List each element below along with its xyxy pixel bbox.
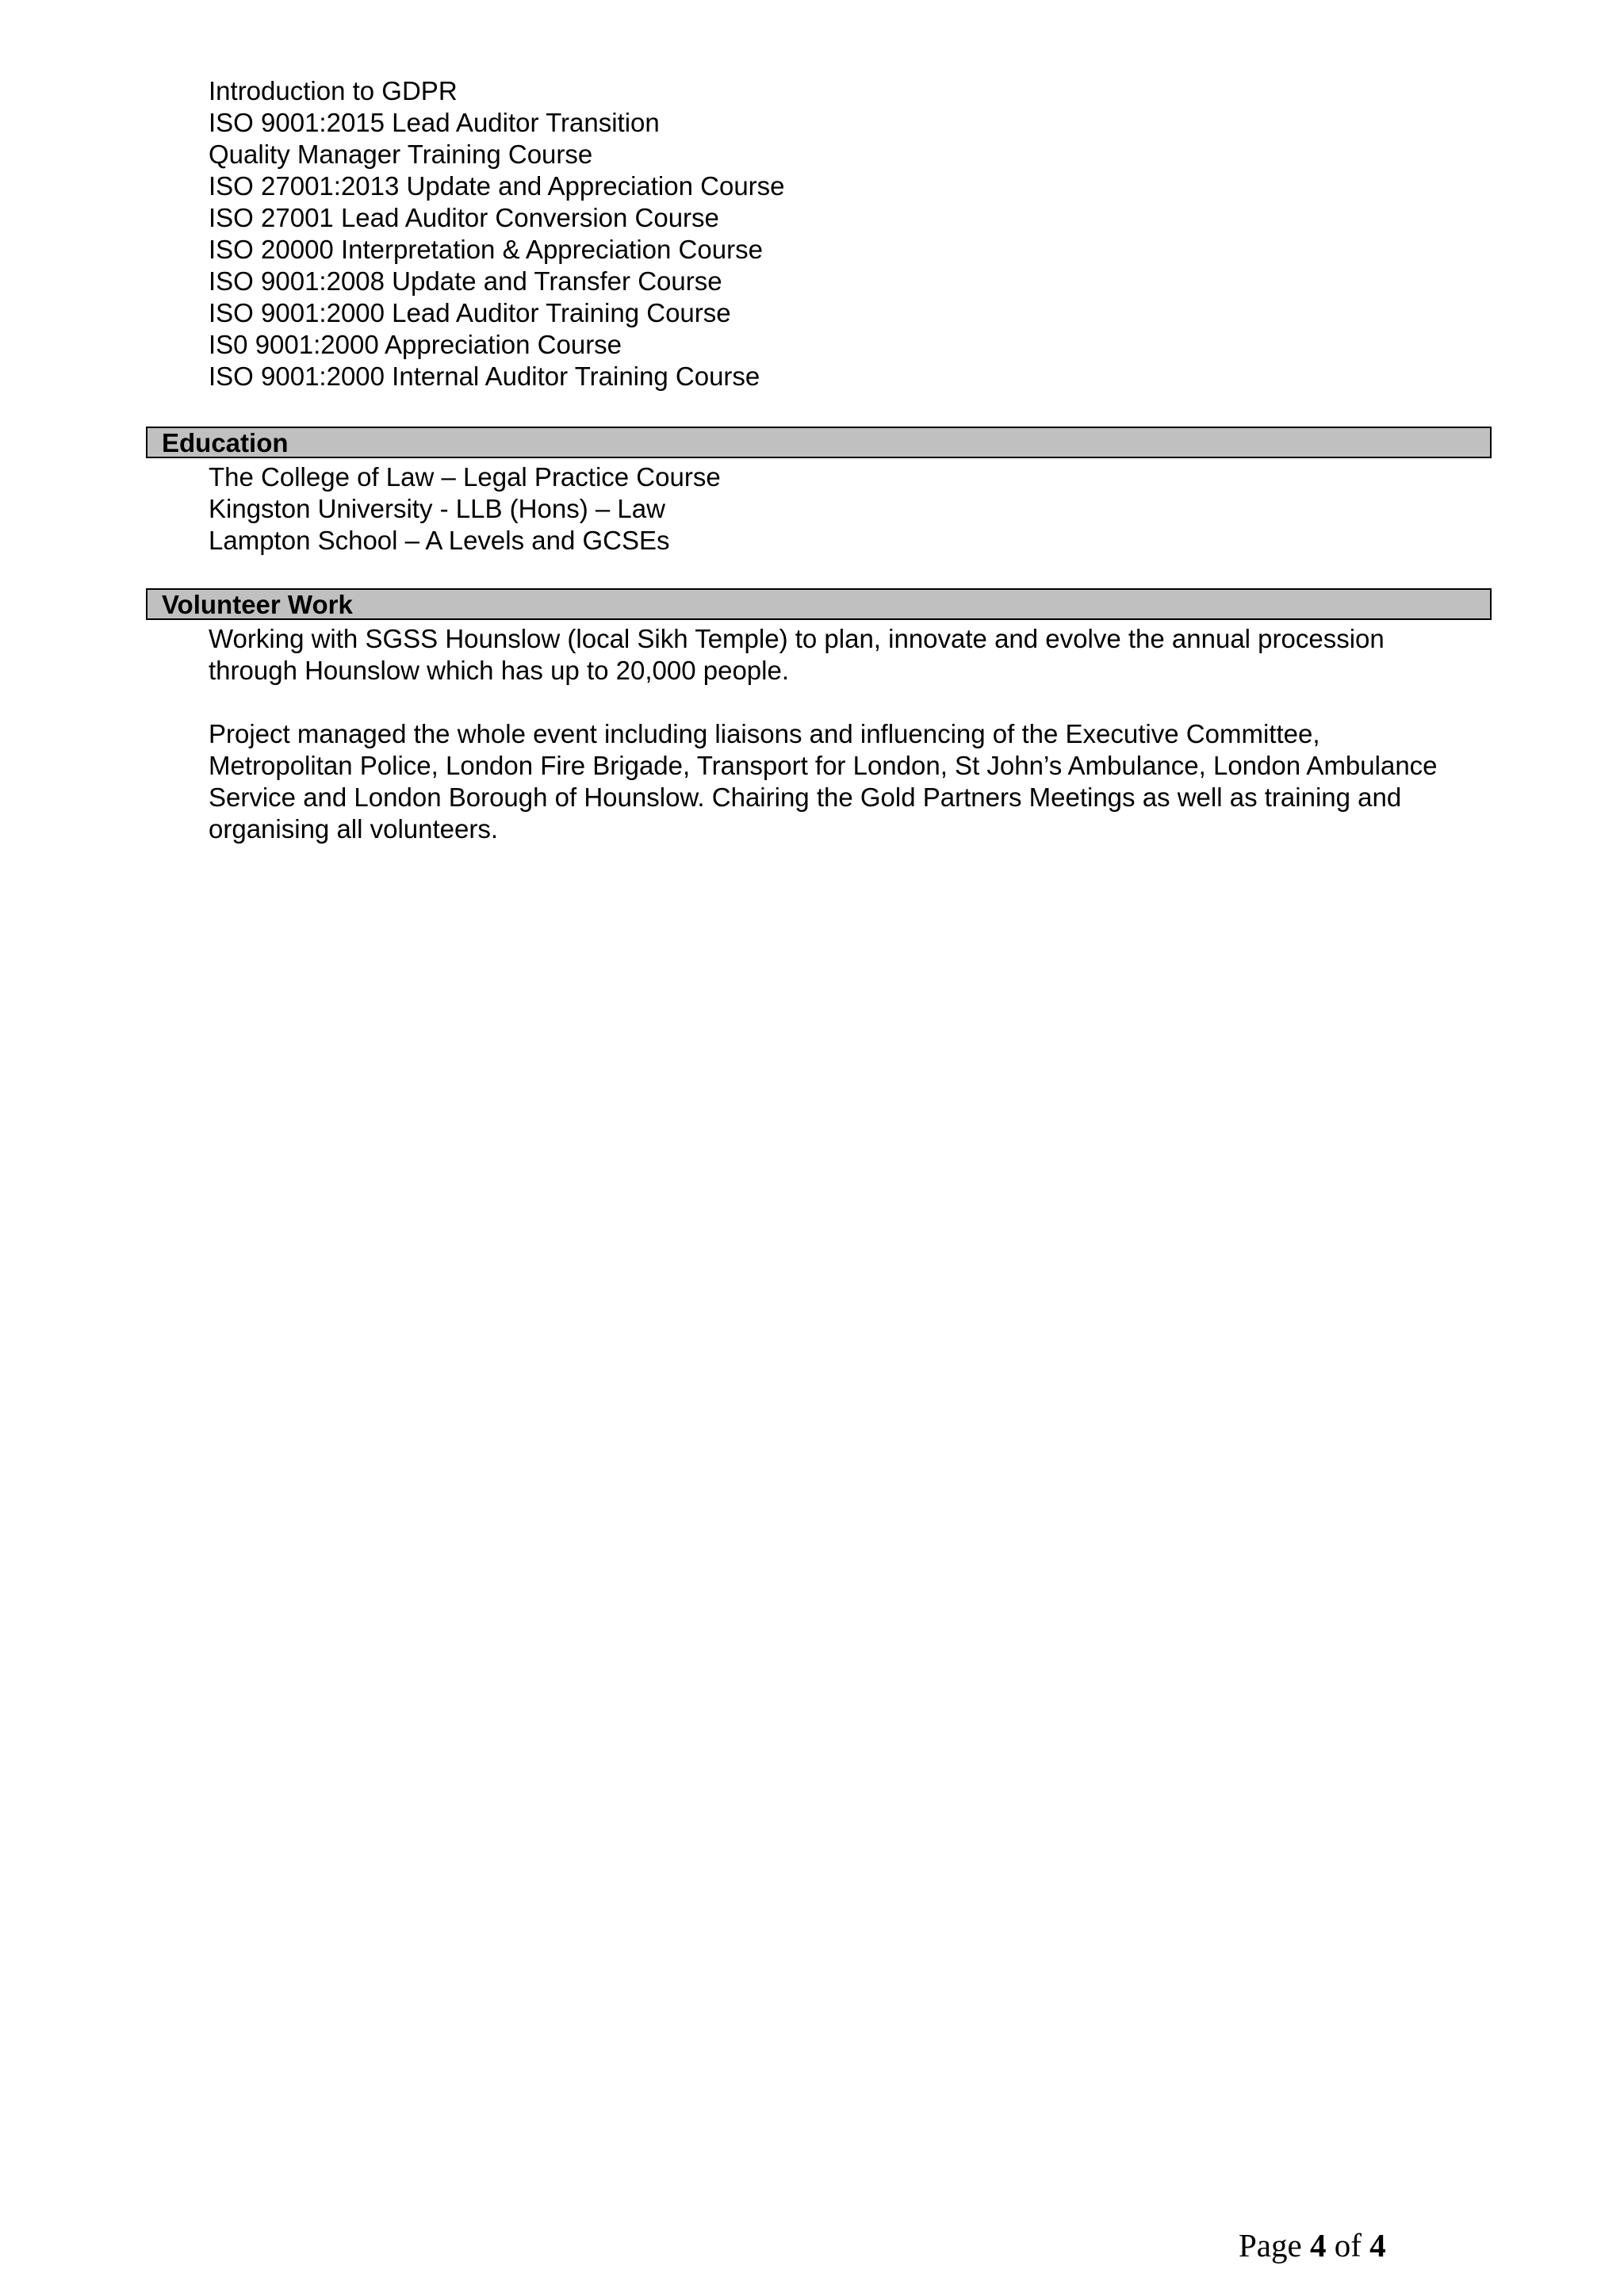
course-item: ISO 27001 Lead Auditor Conversion Course — [209, 203, 719, 232]
course-item: ISO 9001:2000 Lead Auditor Training Course — [209, 298, 731, 327]
courses-list — [209, 75, 785, 392]
volunteer-paragraph: Working with SGSS Hounslow (local Sikh Temple) to plan, innovate and evolve the annual procession through Hounslow which has up to 20,000 people. — [209, 624, 1385, 685]
volunteer-work-heading: Volunteer Work — [146, 588, 1492, 620]
education-heading: Education — [146, 427, 1492, 458]
course-item: ISO 27001:2013 Update and Appreciation Course — [209, 171, 785, 201]
page-label: Page — [1239, 2227, 1302, 2263]
course-item: Introduction to GDPR — [209, 76, 458, 105]
total-pages-number: 4 — [1369, 2227, 1386, 2263]
course-item: IS0 9001:2000 Appreciation Course — [209, 330, 622, 359]
current-page-number: 4 — [1309, 2227, 1327, 2263]
of-label: of — [1334, 2227, 1362, 2263]
course-item: Quality Manager Training Course — [209, 140, 593, 169]
course-item: ISO 9001:2015 Lead Auditor Transition — [209, 108, 660, 137]
course-item: ISO 20000 Interpretation & Appreciation Course — [209, 235, 763, 264]
education-list — [209, 461, 721, 557]
education-item: Lampton School – A Levels and GCSEs — [209, 526, 670, 555]
course-item: ISO 9001:2008 Update and Transfer Course — [209, 266, 722, 296]
education-item: Kingston University - LLB (Hons) – Law — [209, 494, 665, 523]
education-item: The College of Law – Legal Practice Course — [209, 462, 721, 492]
course-item: ISO 9001:2000 Internal Auditor Training Course — [209, 362, 760, 391]
volunteer-paragraph: Project managed the whole event including liaisons and influencing of the Executive Committee, Metropolitan Police, London Fire Brigade, Transport for London, St John’s Ambulance, London Ambulance Service and London Borough of Hounslow. Chairing the Gold Partners Meetings as well as training and organising all volunteers. — [209, 719, 1438, 844]
page-number-footer — [1239, 2226, 1386, 2264]
